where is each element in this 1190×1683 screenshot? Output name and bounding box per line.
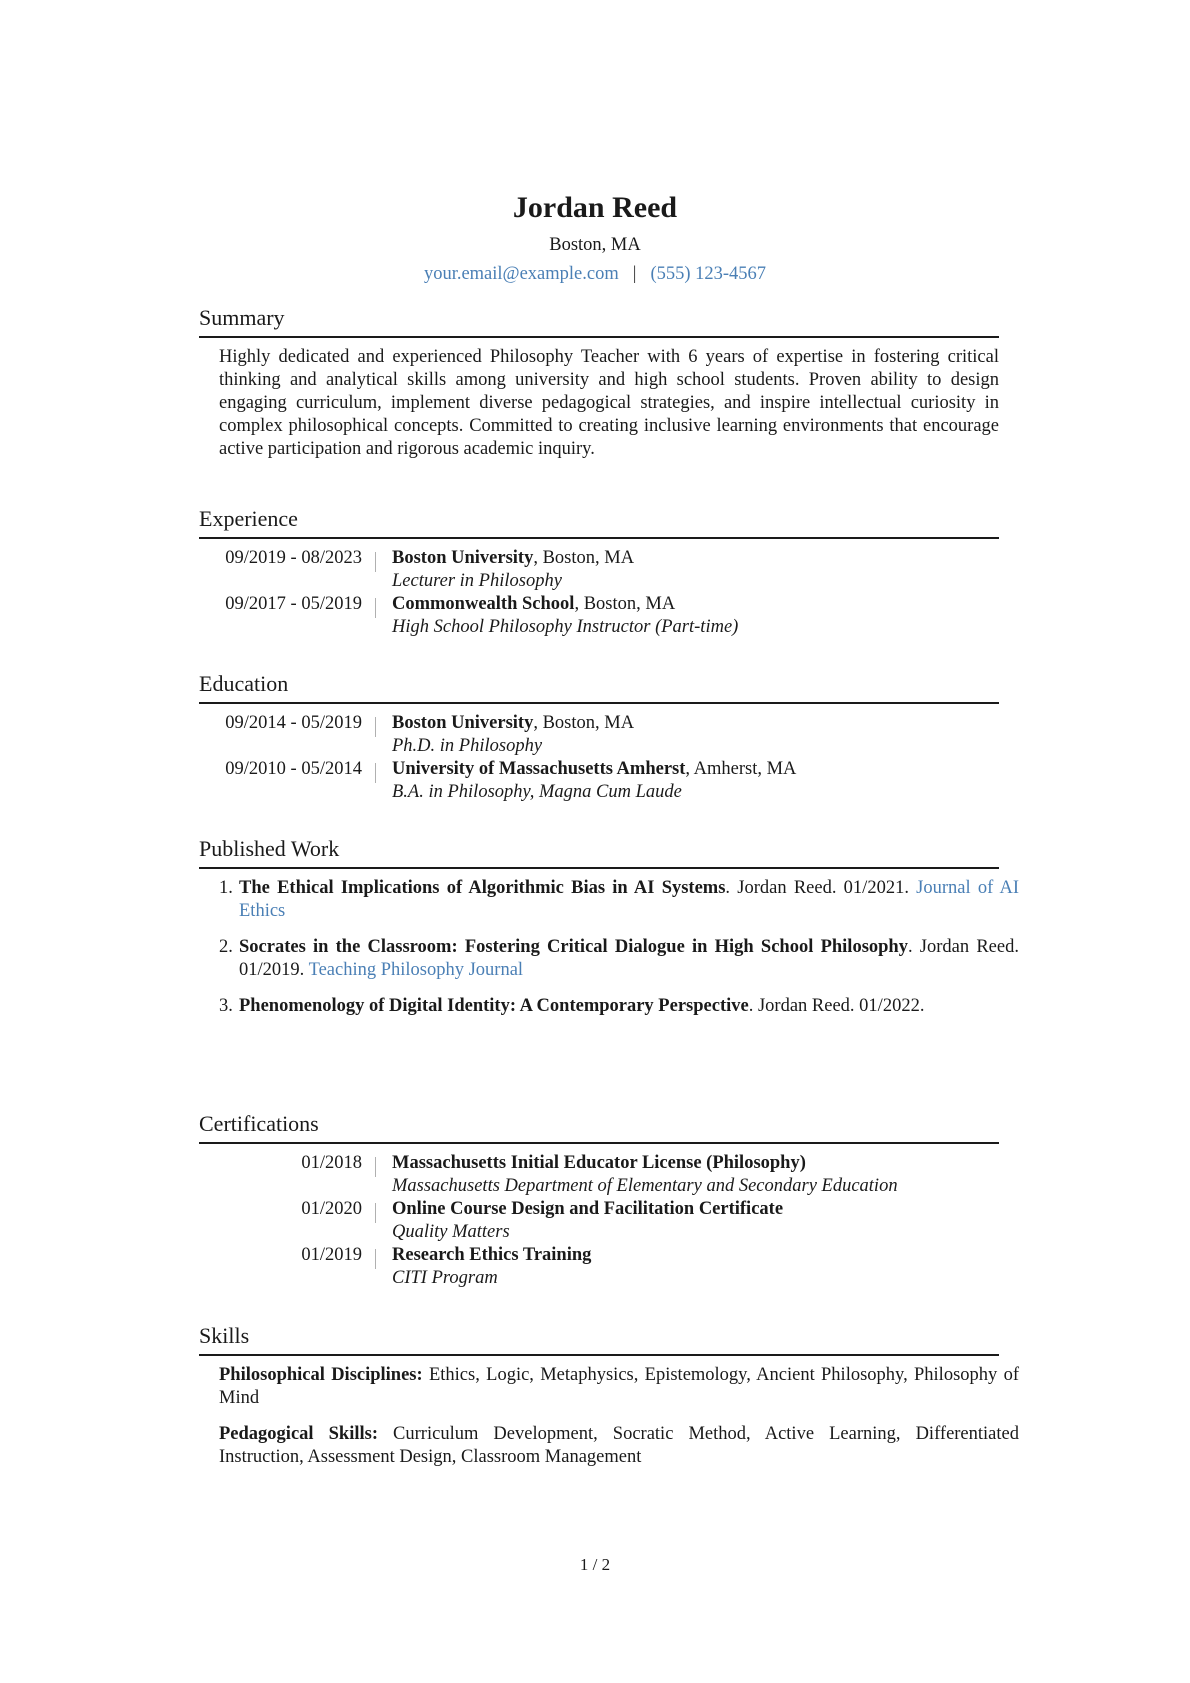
- section-title: Summary: [199, 304, 999, 338]
- experience-section: [199, 505, 999, 639]
- entry-organization: Boston University: [392, 548, 534, 568]
- entry-location: , Amherst, MA: [685, 759, 797, 779]
- section-title: Certifications: [199, 1110, 999, 1144]
- certifications-section: [199, 1110, 999, 1290]
- publication-title: Socrates in the Classroom: Fostering Critical Dialogue in High School Philosophy: [239, 937, 908, 957]
- entry-organization: University of Massachusetts Amherst: [392, 759, 686, 779]
- publication-item: [219, 995, 1019, 1018]
- skill-group: [219, 1423, 1019, 1469]
- education-entry: [199, 712, 999, 758]
- entry-organization: Commonwealth School: [392, 594, 575, 614]
- entry-date: 09/2019 - 08/2023: [199, 547, 376, 593]
- publication-details: . Jordan Reed. 01/2022.: [748, 996, 925, 1016]
- certification-name: Research Ethics Training: [392, 1245, 592, 1265]
- entry-organization: Boston University: [392, 713, 534, 733]
- skill-group: [219, 1364, 1019, 1410]
- entry-date: 09/2014 - 05/2019: [199, 712, 376, 758]
- summary-section: [199, 304, 999, 461]
- publications-section: [199, 835, 1019, 1031]
- publication-number: 1.: [219, 878, 233, 898]
- education-section: [199, 670, 999, 804]
- experience-entry: [199, 547, 999, 593]
- publication-journal-link[interactable]: Teaching Philosophy Journal: [308, 960, 524, 980]
- certification-entry: [199, 1152, 999, 1198]
- publication-number: 2.: [219, 937, 233, 957]
- entry-location: , Boston, MA: [533, 548, 635, 568]
- section-title: Skills: [199, 1322, 999, 1356]
- section-title: Experience: [199, 505, 999, 539]
- certification-entry: [199, 1198, 999, 1244]
- entry-degree: Ph.D. in Philosophy: [392, 736, 543, 756]
- experience-entry: [199, 593, 999, 639]
- certification-issuer: CITI Program: [392, 1268, 498, 1288]
- certification-issuer: Quality Matters: [392, 1222, 510, 1242]
- publication-details: . Jordan Reed. 01/2021.: [725, 878, 917, 898]
- entry-date: 01/2018: [199, 1152, 376, 1198]
- skills-section: [199, 1322, 1019, 1482]
- candidate-location: Boston, MA: [549, 235, 641, 255]
- publication-number: 3.: [219, 996, 233, 1016]
- entry-date: 01/2020: [199, 1198, 376, 1244]
- education-entry: [199, 758, 999, 804]
- certification-name: Online Course Design and Facilitation Certificate: [392, 1199, 784, 1219]
- entry-date: 09/2017 - 05/2019: [199, 593, 376, 639]
- summary-text: Highly dedicated and experienced Philosophy Teacher with 6 years of expertise in fostering critical thinking and analytical skills among university and high school students. Proven ability to design engaging curriculum, implement diverse pedagogical strategies, and inspire intellectual curiosity in complex philosophical concepts. Committed to creating inclusive learning environments that encourage active participation and rigorous academic inquiry.: [219, 347, 999, 459]
- candidate-name: Jordan Reed: [512, 191, 678, 224]
- contact-line: [0, 263, 1190, 286]
- publication-title: The Ethical Implications of Algorithmic Bias in AI Systems: [239, 878, 726, 898]
- page-number: 1 / 2: [579, 1555, 611, 1574]
- skill-values: Ethics, Logic, Metaphysics, Epistemology, Ancient Philosophy, Philosophy of Mind: [219, 1365, 1019, 1408]
- entry-date: 01/2019: [199, 1244, 376, 1290]
- certification-issuer: Massachusetts Department of Elementary and Secondary Education: [392, 1176, 898, 1196]
- entry-location: , Boston, MA: [533, 713, 635, 733]
- publication-title: Phenomenology of Digital Identity: A Contemporary Perspective: [239, 996, 749, 1016]
- entry-degree: B.A. in Philosophy, Magna Cum Laude: [392, 782, 682, 802]
- email-link[interactable]: your.email@example.com: [423, 264, 619, 284]
- certification-entry: [199, 1244, 999, 1290]
- publication-item: [219, 936, 1019, 982]
- phone-link[interactable]: (555) 123-4567: [650, 264, 767, 284]
- section-title: Education: [199, 670, 999, 704]
- skill-values: Curriculum Development, Socratic Method, Active Learning, Differentiated Instruction, Assessment Design, Classroom Management: [219, 1424, 1019, 1467]
- publication-details: . Jordan Reed. 01/2019.: [239, 937, 1019, 980]
- publication-item: [219, 877, 1019, 923]
- certification-name: Massachusetts Initial Educator License (Philosophy): [392, 1153, 806, 1173]
- publication-journal-link[interactable]: Journal of AI Ethics: [239, 878, 1019, 921]
- section-title: Published Work: [199, 835, 999, 869]
- entry-date: 09/2010 - 05/2014: [199, 758, 376, 804]
- entry-role: High School Philosophy Instructor (Part-time): [392, 617, 739, 637]
- skill-label: Philosophical Disciplines:: [219, 1365, 423, 1385]
- skill-label: Pedagogical Skills:: [219, 1424, 378, 1444]
- entry-location: , Boston, MA: [574, 594, 676, 614]
- contact-separator: |: [632, 264, 637, 284]
- entry-role: Lecturer in Philosophy: [392, 571, 562, 591]
